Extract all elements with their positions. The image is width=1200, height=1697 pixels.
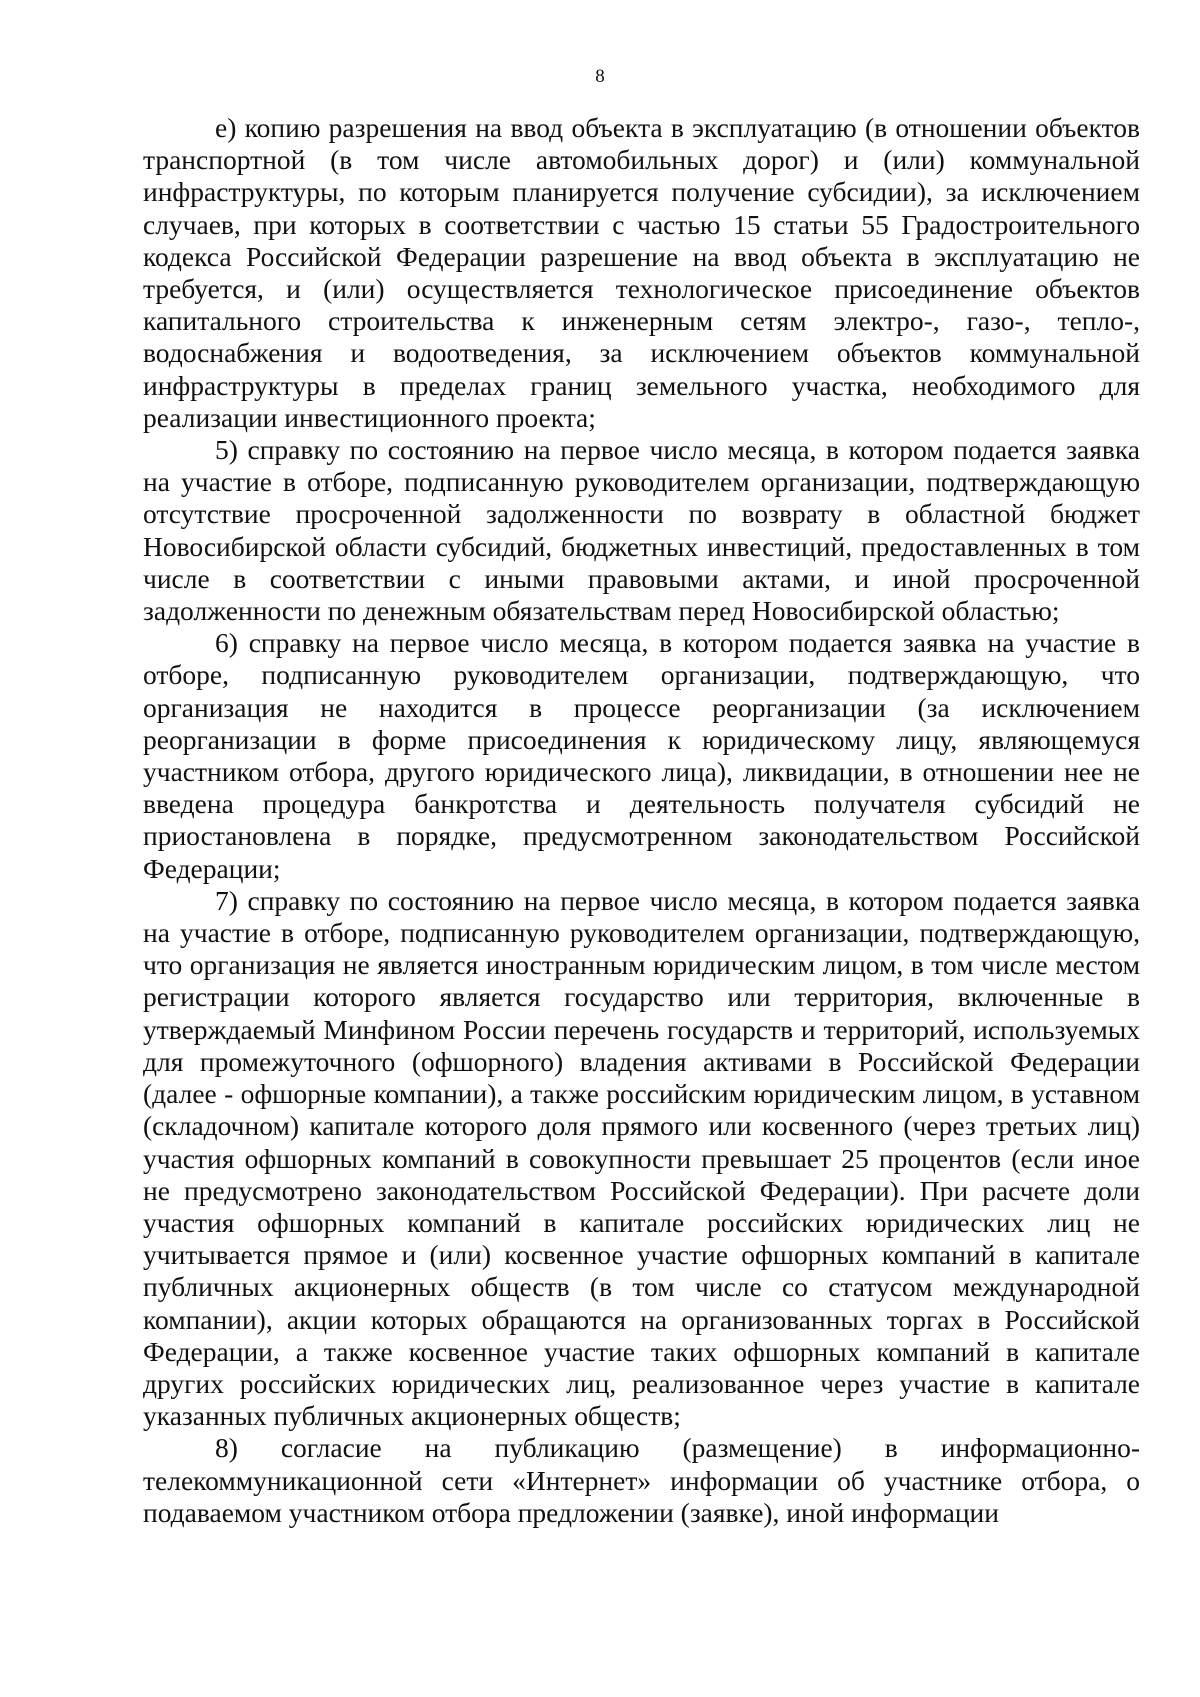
paragraph-e-permit-copy: е) копию разрешения на ввод объекта в эксплуатацию (в отношении объектов транспортной (в том числе автомобильных дорог) и (или) коммунальной инфраструктуры, по которым планируется получение субсидии), за исключением случаев, при которых в соответствии с частью 15 статьи 55 Градостроительного кодекса Российской Федерации разрешение на ввод объекта в эксплуатацию не требуется, и (или) осуществляется технологическое присоединение объектов капитального строительства к инженерным сетям электро-, газо-, тепло-, водоснабжения и водоотведения, за исключением объектов коммунальной инфраструктуры в пределах границ земельного участка, необходимого для реализации инвестиционного проекта; (143, 112, 1140, 433)
paragraph-6-reorganization-certificate: 6) справку на первое число месяца, в котором подается заявка на участие в отборе, подписанную руководителем организации, подтверждающую, что организация не находится в процессе реорганизации (за исключением реорганизации в форме присоединения к юридическому лицу, являющемуся участником отбора, другого юридического лица), ликвидации, в отношении нее не введена процедура банкротства и деятельность получателя субсидий не приостановлена в порядке, предусмотренном законодательством Российской Федерации; (143, 627, 1140, 884)
paragraph-7-offshore-certificate: 7) справку по состоянию на первое число месяца, в котором подается заявка на участие в отборе, подписанную руководителем организации, подтверждающую, что организация не является иностранным юридическим лицом, в том числе местом регистрации которого является государство или территория, включенные в утверждаемый Минфином России перечень государств и территорий, используемых для промежуточного (офшорного) владения активами в Российской Федерации (далее - офшорные компании), а также российским юридическим лицом, в уставном (складочном) капитале которого доля прямого или косвенного (через третьих лиц) участия офшорных компаний в совокупности превышает 25 процентов (если иное не предусмотрено законодательством Российской Федерации). При расчете доли участия офшорных компаний в капитале российских юридических лиц не учитывается прямое и (или) косвенное участие офшорных компаний в капитале публичных акционерных обществ (в том числе со статусом международной компании), акции которых обращаются на организованных торгах в Российской Федерации, а также косвенное участие таких офшорных компаний в капитале других российских юридических лиц, реализованное через участие в капитале указанных публичных акционерных обществ; (143, 884, 1140, 1432)
document-body (143, 112, 1140, 1529)
page-number: 8 (595, 66, 605, 87)
paragraph-5-debt-certificate: 5) справку по состоянию на первое число месяца, в котором подается заявка на участие в отборе, подписанную руководителем организации, подтверждающую отсутствие просроченной задолженности по возврату в областной бюджет Новосибирской области субсидий, бюджетных инвестиций, предоставленных в том числе в соответствии с иными правовыми актами, и иной просроченной задолженности по денежным обязательствам перед Новосибирской областью; (143, 434, 1140, 627)
paragraph-8-publication-consent: 8) согласие на публикацию (размещение) в информационно-телекоммуникационной сети «Интернет» информации об участнике отбора, о подаваемом участником отбора предложении (заявке), иной информации (143, 1432, 1140, 1528)
